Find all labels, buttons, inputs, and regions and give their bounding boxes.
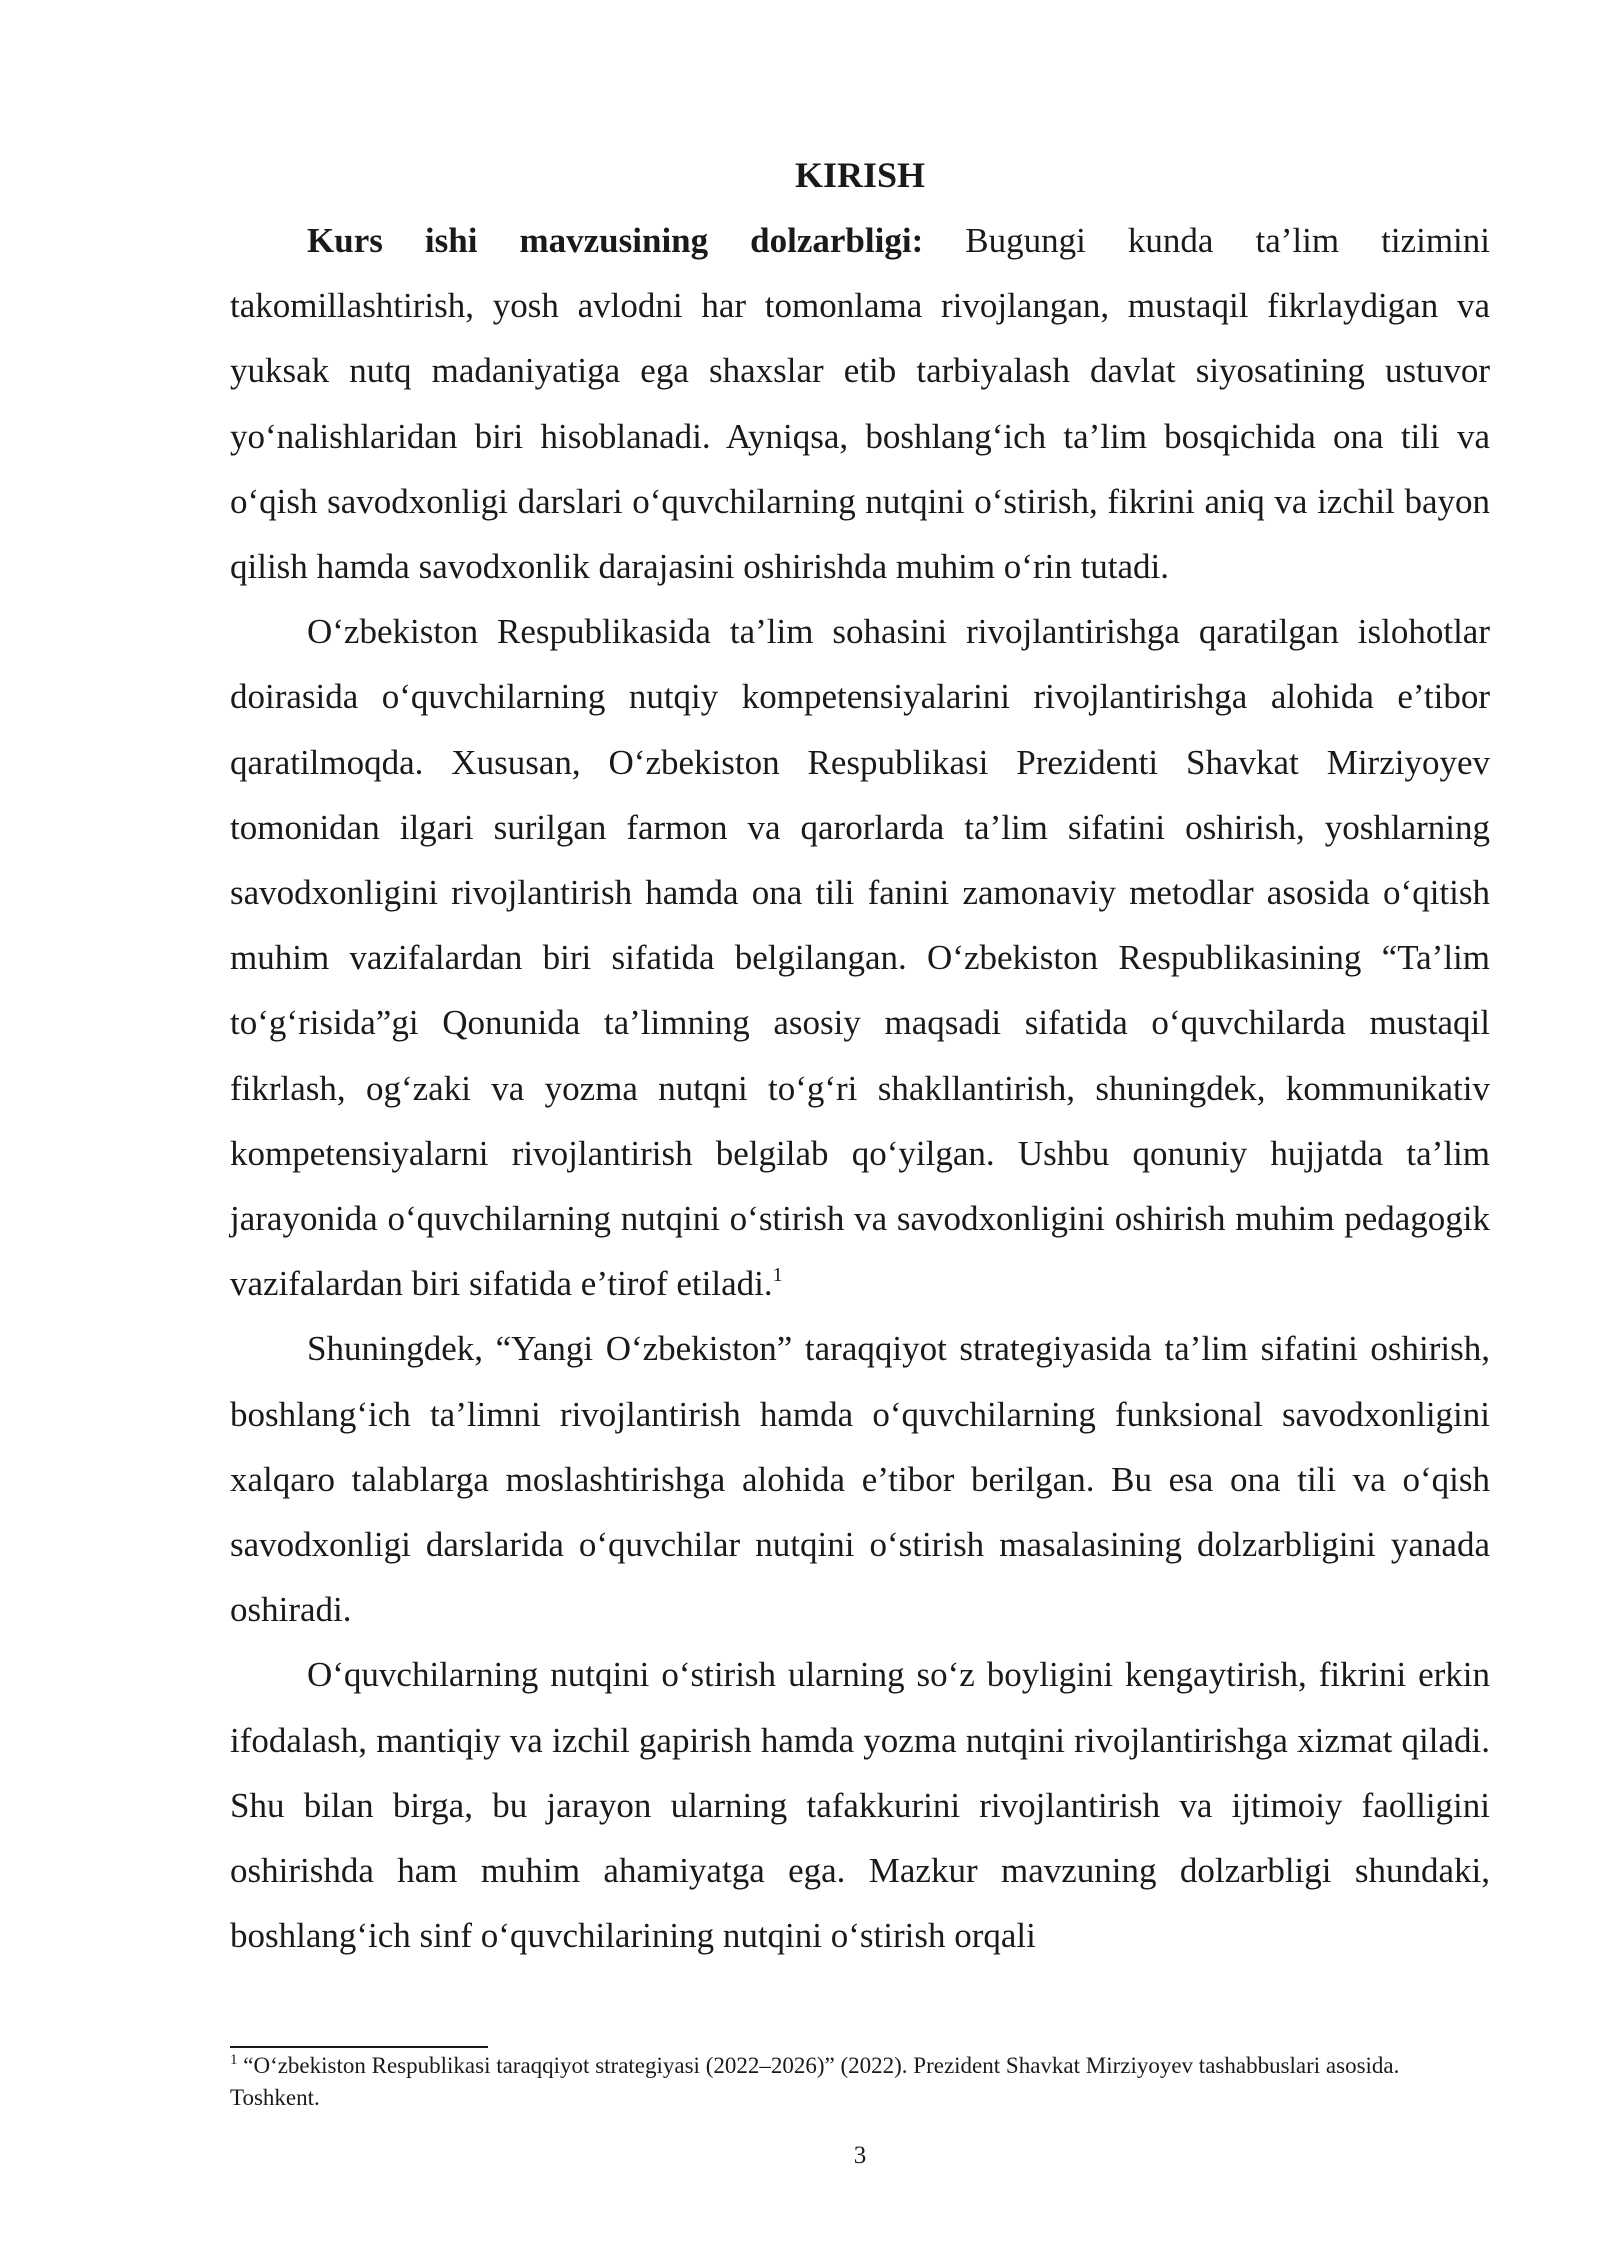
paragraph-text: O‘quvchilarning nutqini o‘stirish ularning so‘z boyligini kengaytirish, fikrini erkin ifodalash, mantiqiy va izchil gapirish hamda yozma nutqini rivojlantirishga xizmat qiladi. Shu bilan birga, bu jarayon ularning tafakkurini rivojlantirish va ijtimoiy faolligini oshirishda ham muhim ahamiyatga ega. Mazkur mavzuning dolzarbligi shundaki, boshlang‘ich sinf o‘quvchilarining nutqini o‘stirish orqali	[230, 1655, 1490, 1956]
section-heading: KIRISH	[794, 155, 926, 195]
paragraph-relevance	[230, 208, 1490, 599]
body-text	[230, 208, 1490, 1968]
footnote-reference[interactable]: 1	[772, 1264, 783, 1287]
page-number: 3	[853, 2142, 867, 2169]
footnote-text: “O‘zbekiston Respublikasi taraqqiyot strategiyasi (2022–2026)” (2022). Prezident Shavkat Mirziyoyev tashabbuslari asosida. Toshkent.	[230, 2053, 1400, 2110]
paragraph-lead: Kurs ishi mavzusining dolzarbligi:	[307, 221, 924, 260]
paragraph-strategy	[230, 1316, 1490, 1642]
paragraph-speech-development	[230, 1642, 1490, 1968]
paragraph-reforms	[230, 599, 1490, 1316]
footnote	[230, 2050, 1400, 2114]
footnote-number: 1	[230, 2052, 238, 2068]
paragraph-text: Bugungi kunda ta’lim tizimini takomillashtirish, yosh avlodni har tomonlama rivojlangan, mustaqil fikrlaydigan va yuksak nutq madaniyatiga ega shaxslar etib tarbiyalash davlat siyosatining ustuvor yo‘nalishlaridan biri hisoblanadi. Ayniqsa, boshlang‘ich ta’lim bosqichida ona tili va o‘qish savodxonligi darslari o‘quvchilarning nutqini o‘stirish, fikrini aniq va izchil bayon qilish hamda savodxonlik darajasini oshirishda muhim o‘rin tutadi.	[230, 221, 1490, 587]
paragraph-text: O‘zbekiston Respublikasida ta’lim sohasini rivojlantirishga qaratilgan islohotlar doirasida o‘quvchilarning nutqiy kompetensiyalarini rivojlantirishga alohida e’tibor qaratilmoqda. Xususan, O‘zbekiston Respublikasi Prezidenti Shavkat Mirziyoyev tomonidan ilgari surilgan farmon va qarorlarda ta’lim sifatini oshirish, yoshlarning savodxonligini rivojlantirish hamda ona tili fanini zamonaviy metodlar asosida o‘qitish muhim vazifalardan biri sifatida belgilangan. O‘zbekiston Respublikasining “Ta’lim to‘g‘risida”gi Qonunida ta’limning asosiy maqsadi sifatida o‘quvchilarda mustaqil fikrlash, og‘zaki va yozma nutqni to‘g‘ri shakllantirish, shuningdek, kommunikativ kompetensiyalarni rivojlantirish belgilab qo‘yilgan. Ushbu qonuniy hujjatda ta’lim jarayonida o‘quvchilarning nutqini o‘stirish va savodxonligini oshirish muhim pedagogik vazifalardan biri sifatida e’tirof etiladi.	[230, 612, 1490, 1304]
paragraph-text: Shuningdek, “Yangi O‘zbekiston” taraqqiyot strategiyasida ta’lim sifatini oshirish, boshlang‘ich ta’limni rivojlantirish hamda o‘quvchilarning funksional savodxonligini xalqaro talablarga moslashtirishga alohida e’tibor berilgan. Bu esa ona tili va o‘qish savodxonligi darslarida o‘quvchilar nutqini o‘stirish masalasining dolzarbligini yanada oshiradi.	[230, 1329, 1490, 1630]
footnote-separator	[230, 2046, 488, 2048]
